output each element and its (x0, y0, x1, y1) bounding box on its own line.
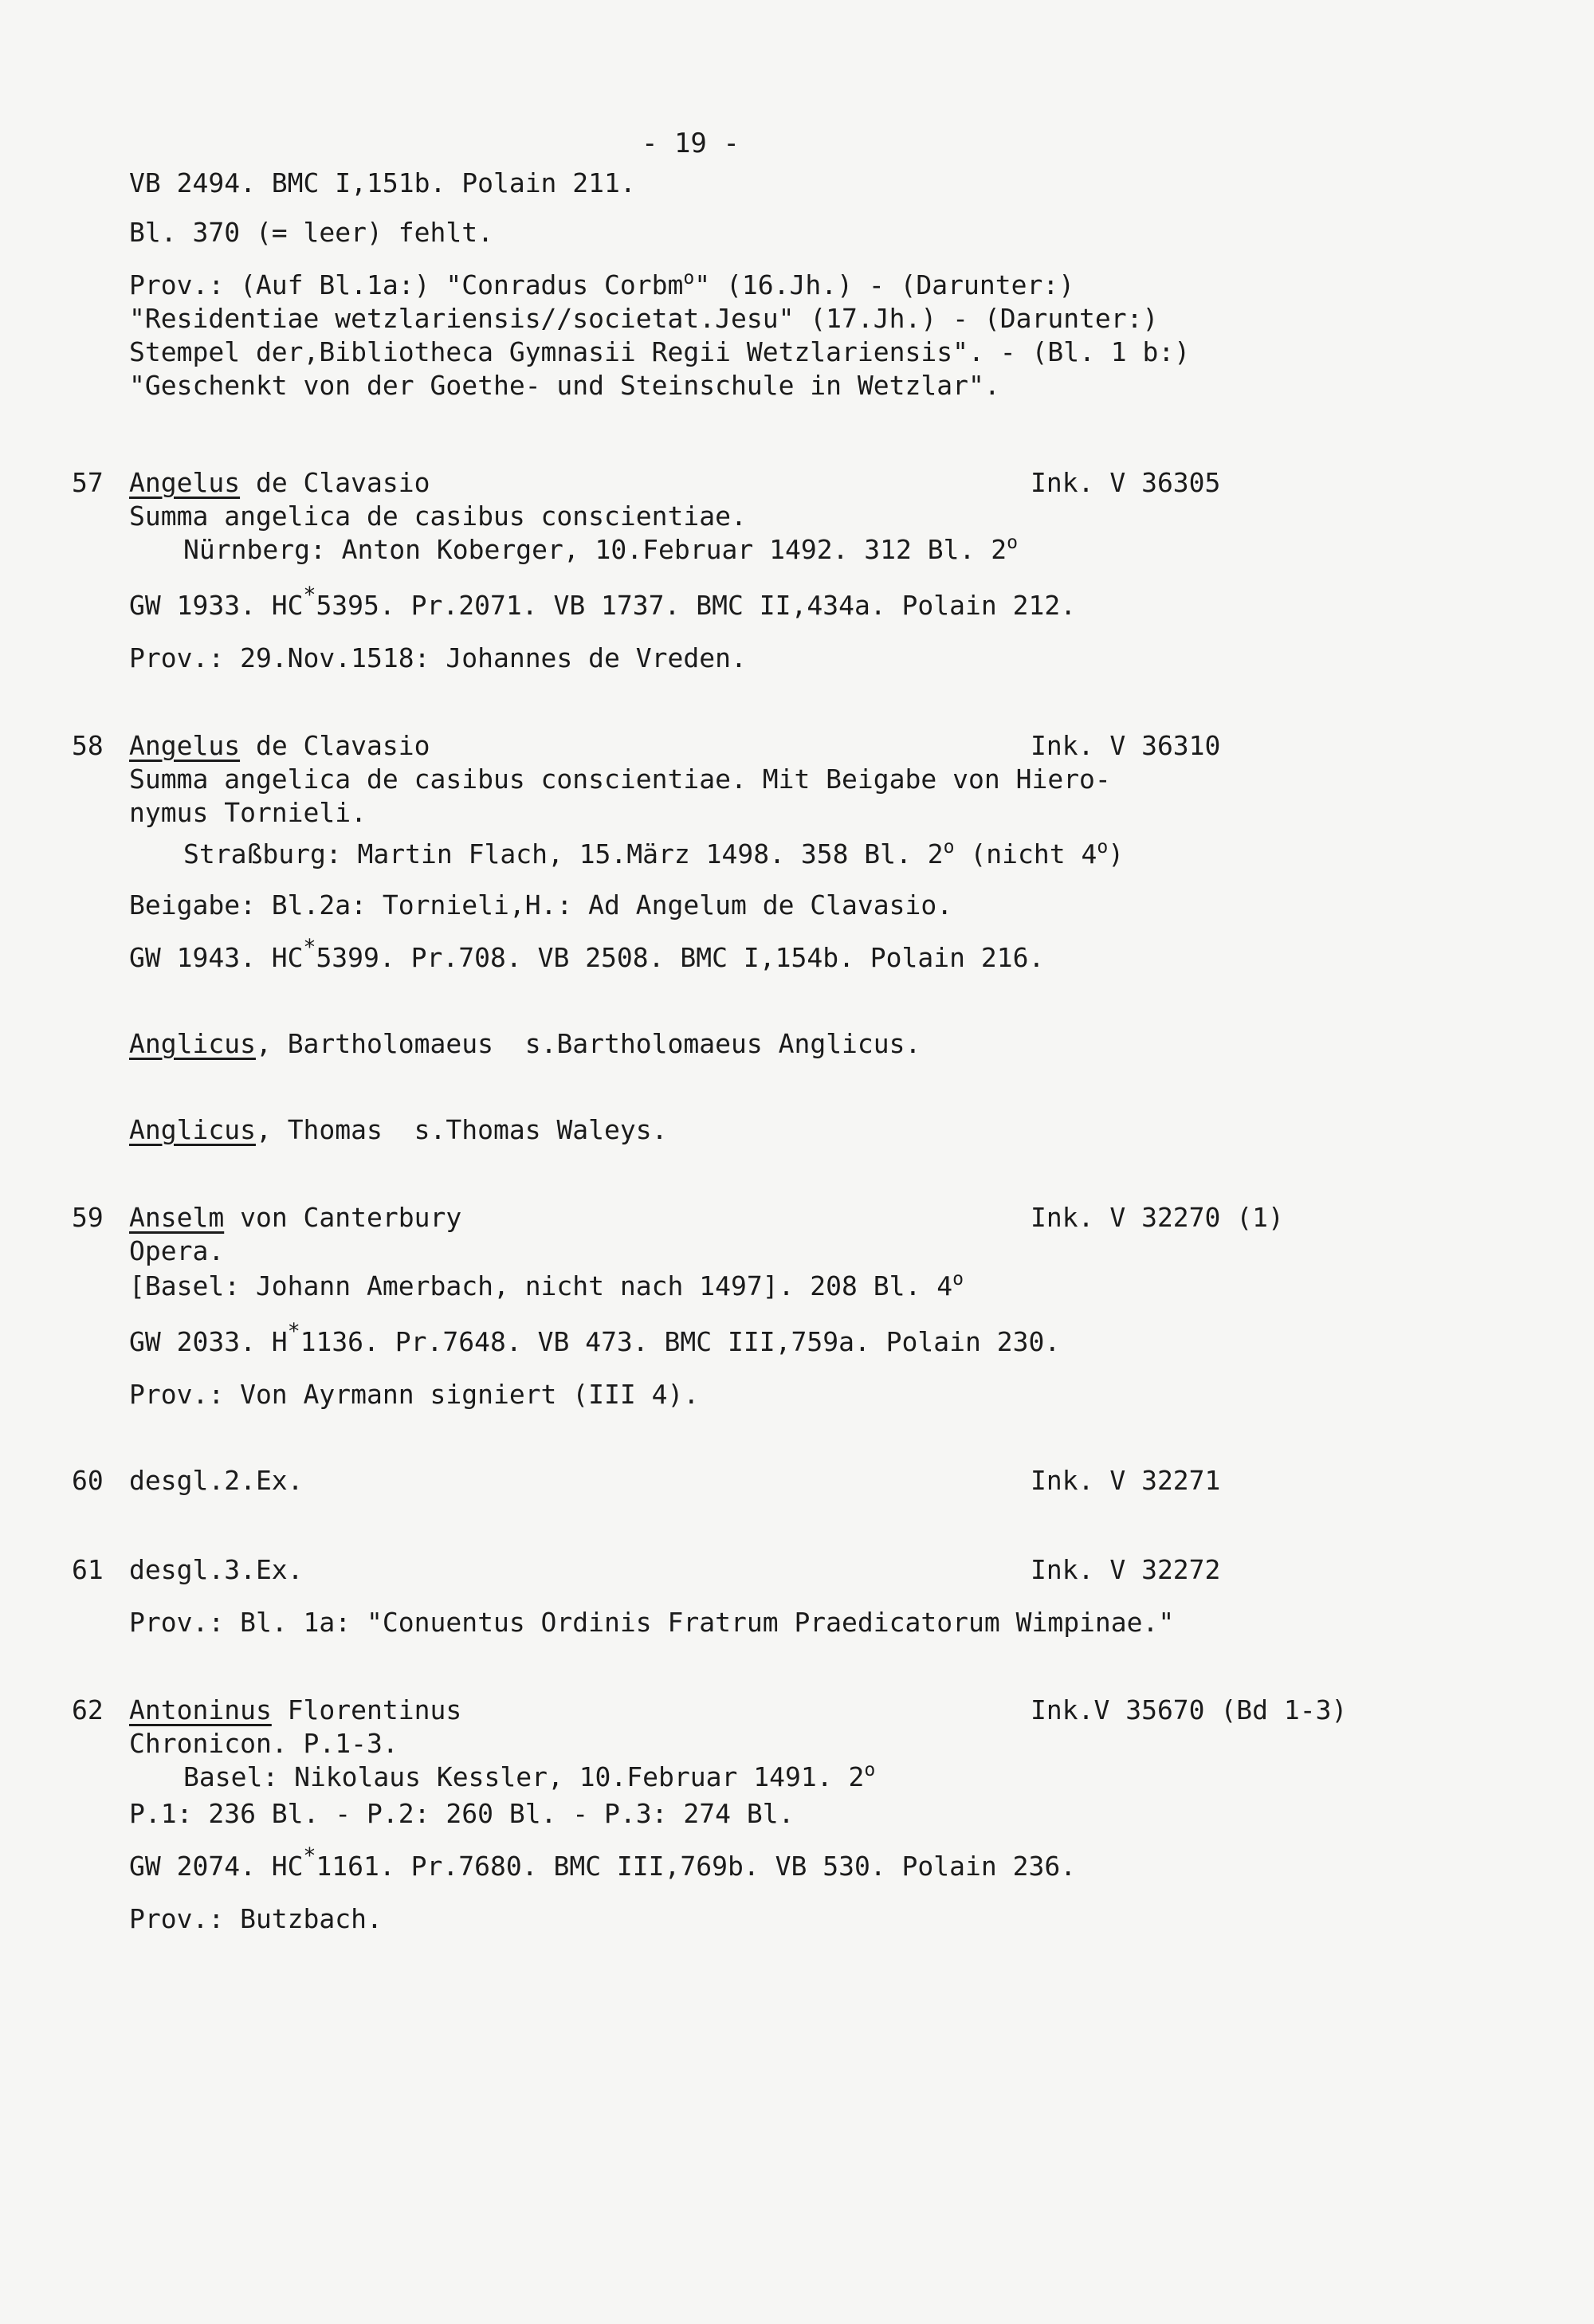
shelfmark: Ink.V 35670 (Bd 1-3) (1031, 1694, 1348, 1725)
entry-number: 59 (72, 1202, 104, 1233)
title: Opera. (129, 1235, 225, 1266)
title: Summa angelica de casibus conscientiae. (129, 501, 747, 532)
references (129, 1843, 1077, 1882)
imprint-tail-2: ) (1108, 838, 1125, 870)
intro-prov-1 (129, 269, 1074, 301)
entry-heading (129, 1202, 461, 1234)
superscript-mark: o (683, 268, 695, 289)
refs-b: 1136. Pr.7648. VB 473. BMC III,759a. Polain 230. (300, 1326, 1061, 1357)
imprint (183, 534, 1018, 566)
intro-prov-2: "Residentiae wetzlariensis//societat.Jesu" (17.Jh.) - (Darunter:) (129, 303, 1159, 334)
entry-text: desgl.2.Ex. (129, 1465, 304, 1496)
provenance: Prov.: Butzbach. (129, 1903, 383, 1934)
refs-a: GW 2033. H (129, 1326, 288, 1357)
intro-prov-3: Stempel der,Bibliotheca Gymnasii Regii Wetzlariensis". - (Bl. 1 b:) (129, 336, 1191, 367)
author-rest: von Canterbury (224, 1202, 462, 1233)
beigabe: Beigabe: Bl.2a: Tornieli,H.: Ad Angelum de Clavasio. (129, 889, 953, 921)
star-mark: * (303, 935, 316, 960)
author-name: Antoninus (129, 1694, 272, 1725)
star-mark: * (303, 583, 316, 608)
refs-b: 5399. Pr.708. VB 2508. BMC I,154b. Polain 216. (316, 942, 1045, 973)
format-superscript-2: o (1097, 837, 1109, 858)
title: Summa angelica de casibus conscientiae. Mit Beigabe von Hiero- (129, 764, 1111, 795)
shelfmark: Ink. V 32271 (1031, 1465, 1221, 1496)
shelfmark: Ink. V 32272 (1031, 1554, 1221, 1585)
imprint-text: Nürnberg: Anton Koberger, 10.Februar 1492. 312 Bl. 2 (183, 534, 1007, 565)
title-cont: nymus Tornieli. (129, 797, 367, 828)
author-name: Anselm (129, 1202, 225, 1233)
refs-b: 1161. Pr.7680. BMC III,769b. VB 530. Polain 236. (316, 1851, 1077, 1882)
cross-name: Anglicus (129, 1028, 256, 1059)
intro-line-2: Bl. 370 (= leer) fehlt. (129, 217, 493, 248)
imprint-text: Basel: Nikolaus Kessler, 10.Februar 1491. 2 (183, 1761, 865, 1792)
entry-number: 58 (72, 730, 104, 761)
refs-b: 5395. Pr.2071. VB 1737. BMC II,434a. Polain 212. (316, 590, 1077, 621)
refs-a: GW 1933. HC (129, 590, 304, 621)
provenance: Prov.: 29.Nov.1518: Johannes de Vreden. (129, 642, 747, 673)
prov-text-b: " (16.Jh.) - (Darunter:) (694, 269, 1075, 300)
entry-text: desgl.3.Ex. (129, 1554, 304, 1585)
refs-a: GW 2074. HC (129, 1851, 304, 1882)
format-superscript: o (943, 837, 955, 858)
references (129, 1319, 1061, 1358)
cross-reference (129, 1028, 921, 1060)
imprint-text: [Basel: Johann Amerbach, nicht nach 1497]. 208 Bl. 4 (129, 1270, 953, 1301)
title: Chronicon. P.1-3. (129, 1728, 398, 1759)
format-superscript: o (1007, 532, 1019, 554)
prov-text: Prov.: (Auf Bl.1a:) "Conradus Corbm (129, 269, 684, 300)
intro-line-1: VB 2494. BMC I,151b. Polain 211. (129, 167, 636, 198)
imprint-tail: (nicht 4 (954, 838, 1097, 870)
imprint (129, 1270, 964, 1302)
refs-a: GW 1943. HC (129, 942, 304, 973)
references (129, 583, 1077, 622)
entry-heading (129, 730, 430, 762)
shelfmark: Ink. V 32270 (1) (1031, 1202, 1284, 1233)
format-superscript: o (952, 1269, 964, 1290)
cross-rest: , Thomas s.Thomas Waleys. (255, 1114, 668, 1145)
provenance: Prov.: Von Ayrmann signiert (III 4). (129, 1379, 700, 1410)
entry-number: 57 (72, 467, 104, 498)
author-rest: de Clavasio (240, 730, 430, 761)
author-name: Angelus (129, 730, 241, 761)
format-superscript: o (864, 1760, 876, 1781)
cross-name: Anglicus (129, 1114, 256, 1145)
author-rest: Florentinus (271, 1694, 462, 1725)
cross-reference (129, 1114, 668, 1146)
star-mark: * (303, 1843, 316, 1869)
shelfmark: Ink. V 36305 (1031, 467, 1221, 498)
intro-prov-4: "Geschenkt von der Goethe- und Steinschule in Wetzlar". (129, 370, 1000, 401)
imprint-text: Straßburg: Martin Flach, 15.März 1498. 358 Bl. 2 (183, 838, 944, 870)
cross-rest: , Bartholomaeus s.Bartholomaeus Anglicus. (255, 1028, 921, 1059)
entry-number: 61 (72, 1554, 104, 1585)
entry-heading (129, 467, 430, 499)
parts: P.1: 236 Bl. - P.2: 260 Bl. - P.3: 274 Bl. (129, 1798, 795, 1829)
entry-heading (129, 1694, 461, 1726)
shelfmark: Ink. V 36310 (1031, 730, 1221, 761)
author-name: Angelus (129, 467, 241, 498)
author-rest: de Clavasio (240, 467, 430, 498)
page-number: - 19 - (642, 128, 740, 159)
entry-number: 60 (72, 1465, 104, 1496)
star-mark: * (287, 1319, 300, 1345)
imprint (183, 1761, 875, 1793)
provenance: Prov.: Bl. 1a: "Conuentus Ordinis Fratrum Praedicatorum Wimpinae." (129, 1607, 1175, 1638)
imprint (183, 838, 1124, 870)
references (129, 935, 1045, 974)
entry-number: 62 (72, 1694, 104, 1725)
